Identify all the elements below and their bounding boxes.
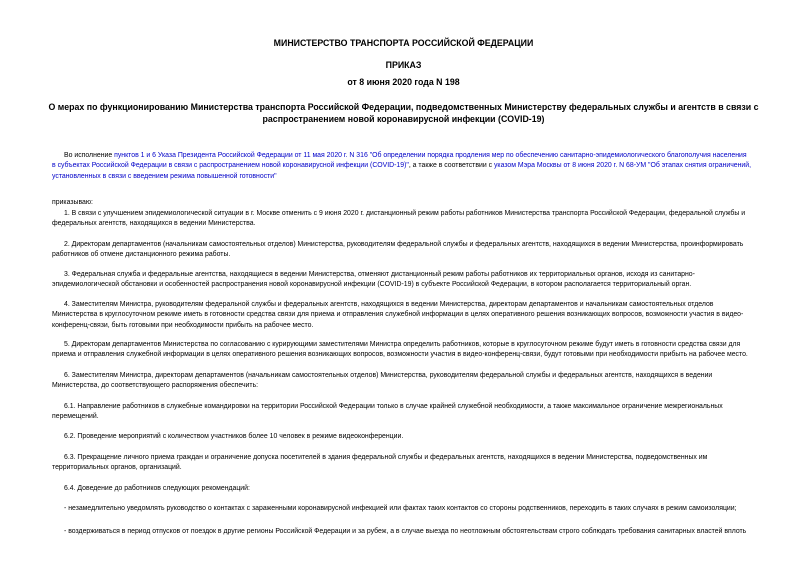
order-word	[52, 198, 768, 208]
recommendation-1-line-1: - незамедлительно уведомлять руководство о контактах с зараженными коронавирусной инфекцией или фактах таких контактов со стороны родственников, переходить в таких случаях в режим самоизоляции;	[64, 505, 737, 512]
preamble-text-2: , а также в соответствии с	[408, 162, 494, 170]
item-6-line-1: 6. Заместителям Министра, директорам департаментов (начальникам самостоятельных отделов) Министерства, руководителям федеральной службы и федеральных агентств, находящихся в ведении	[64, 372, 713, 379]
mayor-decree-link[interactable]: указом Мэра Москвы от 8 июня 2020 г. N 68-УМ "Об этапах снятия ограничений,	[493, 162, 752, 170]
preamble-line-3	[52, 172, 768, 182]
item-1	[52, 209, 768, 230]
subject-line-1: О мерах по функционированию Министерства транспорта Российской Федерации, подведомственных Министерству федеральных службы и агентств в связи с	[48, 102, 759, 112]
item-6	[52, 371, 768, 392]
item-6-line-2: Министерства, до соответствующего распоряжения обеспечить:	[52, 382, 259, 390]
item-5-line-1: 5. Директорам департаментов Министерства по согласованию с курирующими заместителями Министра определить работников, которые в круглосуточном режиме будут иметь в готовности средства связи для	[64, 341, 741, 348]
item-5	[52, 340, 768, 361]
document-type: ПРИКАЗ	[385, 60, 422, 70]
item-4-line-2: Министерства в круглосуточном режиме иметь в готовности средства связи для приема и отправления служебной информации в целях оперативного решения возникающих вопросов, возможности участия в видео-	[52, 311, 744, 319]
ministry-title: МИНИСТЕРСТВО ТРАНСПОРТА РОССИЙСКОЙ ФЕДЕРАЦИИ	[273, 38, 534, 48]
item-6-4-line-1: 6.4. Доведение до работников следующих рекомендаций:	[64, 485, 250, 492]
item-2	[52, 240, 768, 261]
document-date-number: от 8 июня 2020 года N 198	[347, 77, 460, 87]
mayor-decree-link-continued[interactable]: установленных в связи с введением режима повышенной готовности"	[52, 172, 277, 180]
item-2-line-1: 2. Директорам департаментов (начальникам самостоятельных отделов) Министерства, руководителям федеральной службы и федеральных агентств, находящихся в ведении Министерства, проинформировать	[64, 241, 744, 248]
item-6-1-line-2: перемещений.	[52, 413, 99, 421]
item-3-line-1: 3. Федеральная служба и федеральные агентства, находящиеся в ведении Министерства, отменяют дистанционный режим работы работников их территориальных органов, исходя из санитарно-	[64, 271, 695, 278]
order-word-text: приказываю:	[52, 199, 93, 206]
item-2-line-2: работников об отмене дистанционного режима работы.	[52, 251, 231, 259]
item-5-line-2: приема и отправления служебной информации в целях оперативного решения возникающих вопросов, возможности участия в видео-конференц-связи, будут готовыми при необходимости прибыть на рабочее место.	[52, 351, 748, 359]
item-1-line-1: 1. В связи с улучшением эпидемиологической ситуации в г. Москве отменить с 9 июня 2020 г. дистанционный режим работы работников Министерства транспорта Российской Федерации, федеральной службы и	[64, 210, 746, 217]
document-subject	[30, 102, 777, 125]
item-4-line-1: 4. Заместителям Министра, руководителям федеральной службы и федеральных агентств, находящихся в ведении Министерства, директорам департаментов и начальникам самостоятельных отделов	[64, 301, 714, 308]
item-6-4	[52, 484, 768, 494]
item-3	[52, 270, 768, 291]
preamble-line-2	[52, 161, 768, 171]
preamble-paragraph	[52, 151, 768, 182]
item-1-line-2: федеральных агентств, находящихся в ведении Министерства.	[52, 220, 256, 228]
item-6-3-line-1: 6.3. Прекращение личного приема граждан и ограничение допуска посетителей в здания федеральной службы и федеральных агентств, находящихся в ведении Министерства, подведомственных им	[64, 454, 708, 461]
decree-link[interactable]: пунктов 1 и 6 Указа Президента Российской Федерации от 11 мая 2020 г. N 316 "Об определении порядка продления мер по обеспечению санитарно-эпидемиологического благополучия населения	[114, 152, 747, 159]
item-6-3-line-2: территориальных органов, организаций.	[52, 464, 182, 472]
item-6-2-line-1: 6.2. Проведение мероприятий с количеством участников более 10 человек в режиме видеоконференции.	[64, 433, 404, 440]
item-6-2	[52, 432, 768, 442]
item-6-3	[52, 453, 768, 474]
decree-link-continued[interactable]: в субъектах Российской Федерации в связи с распространением новой коронавирусной инфекции (COVID-19)"	[52, 162, 409, 170]
item-4-line-3: конференц-связи, быть готовыми при необходимости прибыть на рабочее место.	[52, 321, 314, 329]
recommendation-2	[52, 527, 768, 537]
preamble-text: Во исполнение	[64, 152, 115, 159]
item-3-line-2: эпидемиологической обстановки и особенностей распространения новой коронавирусной инфекции (COVID-19) в субъекте Российской Федерации, в котором располагается территориальный орган.	[52, 281, 692, 289]
recommendation-2-line-1: - воздерживаться в период отпусков от поездок в другие регионы Российской Федерации и за рубеж, а в случае выезда по неотложным обстоятельствам строго соблюдать требования санитарных властей вплоть	[64, 528, 747, 535]
recommendation-1	[52, 504, 768, 514]
item-6-1-line-1: 6.1. Направление работников в служебные командировки на территории Российской Федерации только в случае крайней служебной необходимости, а также максимальное ограничение межрегиональных	[64, 403, 723, 410]
item-4	[52, 300, 768, 331]
item-6-1	[52, 402, 768, 423]
subject-line-2: распространением новой коронавирусной инфекции (COVID-19)	[262, 113, 545, 124]
preamble-line-1	[52, 151, 768, 161]
